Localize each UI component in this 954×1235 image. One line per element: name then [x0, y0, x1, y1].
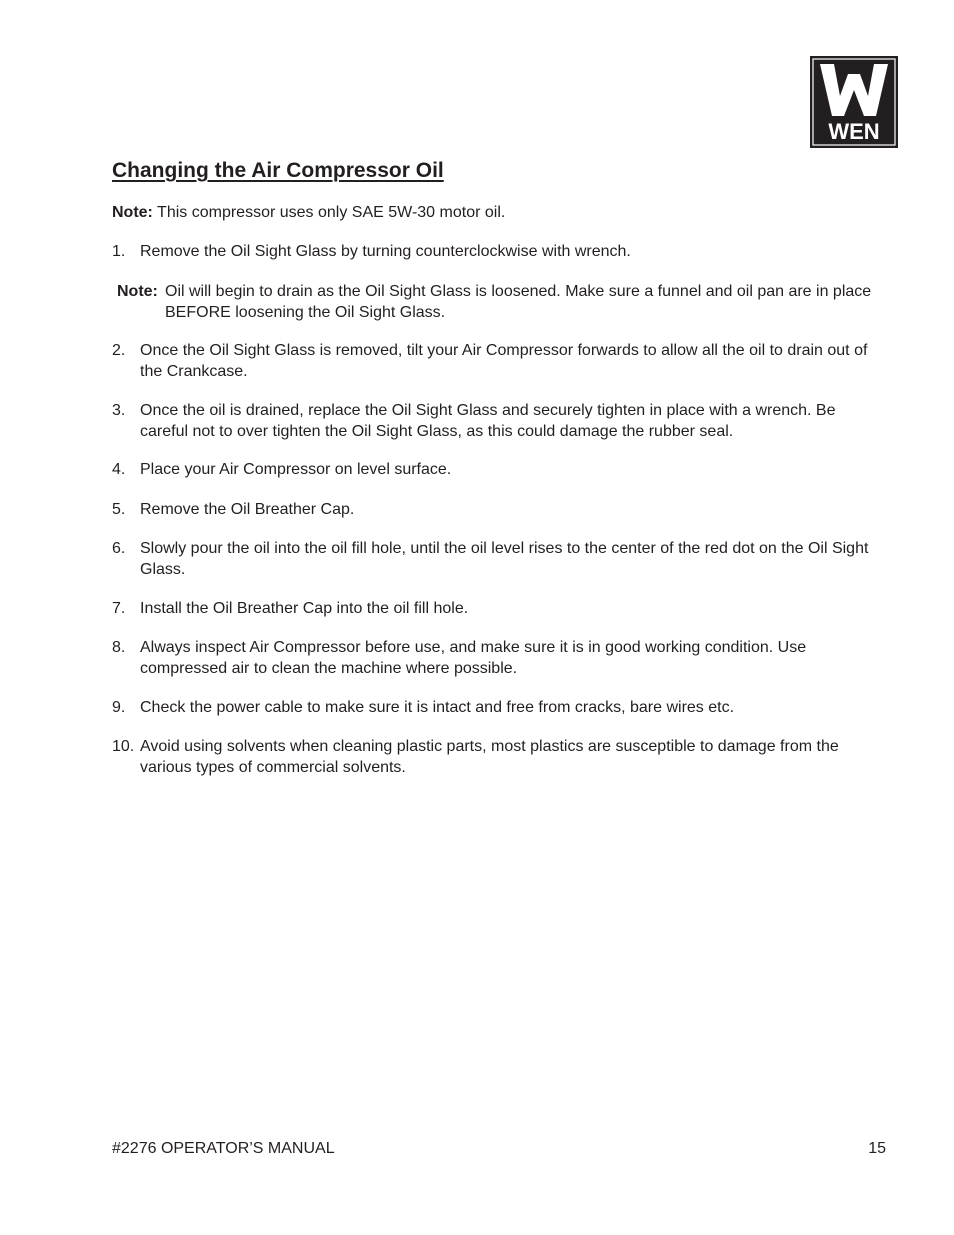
page-title: Changing the Air Compressor Oil — [112, 159, 444, 182]
step-number: 8. — [112, 639, 126, 656]
step-text: Once the Oil Sight Glass is removed, tilt your Air Compressor forwards to allow all the oil to drain out of the Crankcase. — [140, 342, 868, 380]
list-item — [112, 242, 872, 263]
step-text: Remove the Oil Breather Cap. — [140, 501, 355, 518]
note-text: This compressor uses only SAE 5W-30 motor oil. — [152, 204, 506, 221]
wen-logo-graphic — [810, 56, 898, 148]
list-item — [112, 638, 872, 679]
step-number: 7. — [112, 600, 126, 617]
step-text: Place your Air Compressor on level surface. — [140, 461, 452, 478]
note-text: Oil will begin to drain as the Oil Sight Glass is loosened. Make sure a funnel and oil pan are in place BEFORE loosening the Oil Sight Glass. — [165, 283, 872, 321]
step-text: Always inspect Air Compressor before use, and make sure it is in good working condition. Use compressed air to clean the machine where possible. — [140, 639, 807, 677]
footer-manual-title: #2276 OPERATOR’S MANUAL — [112, 1140, 335, 1157]
page-number: 15 — [868, 1140, 886, 1157]
list-item — [112, 460, 872, 481]
wen-logo-text: WEN — [828, 119, 880, 144]
note-label: Note: — [112, 204, 153, 221]
list-item — [112, 599, 872, 620]
step-text: Avoid using solvents when cleaning plastic parts, most plastics are susceptible to damage from the various types of commercial solvents. — [140, 738, 839, 776]
step-number: 9. — [112, 699, 126, 716]
step-text: Remove the Oil Sight Glass by turning counterclockwise with wrench. — [140, 243, 631, 260]
step-text: Once the oil is drained, replace the Oil Sight Glass and securely tighten in place with a wrench. Be careful not to over tighten the Oil Sight Glass, as this could damage the rubber seal. — [140, 402, 836, 440]
step-number: 5. — [112, 501, 126, 518]
note-drain-warning — [117, 282, 877, 323]
step-number: 2. — [112, 342, 126, 359]
list-item — [112, 698, 872, 719]
list-item — [112, 539, 872, 580]
step-text: Slowly pour the oil into the oil fill hole, until the oil level rises to the center of the red dot on the Oil Sight Glass. — [140, 540, 869, 578]
step-number: 4. — [112, 461, 126, 478]
step-number: 1. — [112, 243, 126, 260]
list-item — [112, 500, 872, 521]
list-item — [112, 341, 872, 382]
wen-logo — [810, 56, 898, 148]
step-number: 10. — [112, 738, 135, 755]
step-number: 3. — [112, 402, 126, 419]
list-item — [112, 401, 872, 442]
step-number: 6. — [112, 540, 126, 557]
step-text: Check the power cable to make sure it is intact and free from cracks, bare wires etc. — [140, 699, 735, 716]
step-text: Install the Oil Breather Cap into the oil fill hole. — [140, 600, 469, 617]
note-label: Note: — [117, 283, 158, 300]
note-oil-type — [112, 203, 872, 223]
list-item — [112, 737, 872, 778]
